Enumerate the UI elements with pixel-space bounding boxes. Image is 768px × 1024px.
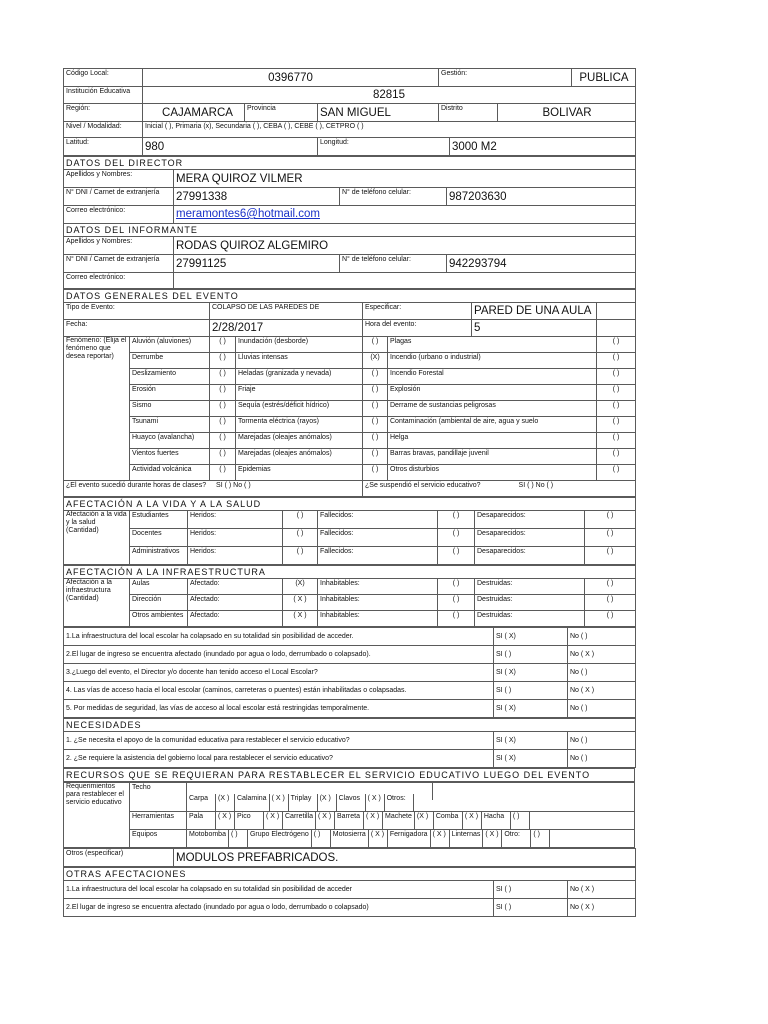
recursos-categoria: Herramientas [130, 812, 187, 830]
recurso-item-label: Hacha [482, 812, 511, 829]
fallecidos-label: Fallecidos: [318, 511, 438, 529]
recurso-item-checkbox[interactable]: ( X ) [270, 794, 289, 811]
vida-grupo: Docentes [130, 529, 188, 547]
destruidas-checkbox[interactable]: ( ) [585, 579, 636, 595]
question-text: 4. Las vías de acceso hacia el local escolar (caminos, carreteras o puentes) están inhabilitadas o colapsadas. [64, 682, 494, 700]
codigo-local-label: Código Local: [64, 69, 143, 87]
fallecidos-checkbox[interactable]: ( ) [438, 529, 475, 547]
recurso-item-label: Otros: [385, 794, 414, 811]
recurso-item-checkbox[interactable]: ( X ) [483, 830, 502, 847]
fenomeno-checkbox[interactable]: ( ) [210, 433, 236, 449]
section-necesidades: NECESIDADES [64, 719, 636, 732]
fenomeno-row [64, 465, 636, 481]
recursos-items [187, 830, 635, 848]
recurso-item-checkbox[interactable]: ( X ) [369, 830, 388, 847]
recurso-item-label: Pico [235, 812, 264, 829]
personas-table [63, 156, 636, 289]
fenomeno-option-label: Contaminación (ambiental de aire, agua y suelo [388, 417, 597, 433]
recurso-item-label: Calamina [235, 794, 270, 811]
inhabitables-checkbox[interactable]: ( ) [438, 611, 475, 627]
gestion-value: PUBLICA [579, 71, 629, 84]
vida-row [64, 529, 636, 547]
destruidas-label: Destruidas: [475, 595, 585, 611]
hora-value: 5 [474, 322, 481, 334]
vida-row [64, 511, 636, 529]
recurso-item-label: Comba [434, 812, 463, 829]
vida-grupo: Estudiantes [130, 511, 188, 529]
afectado-checkbox[interactable]: ( X ) [283, 595, 318, 611]
informante-tel: 942293794 [447, 255, 636, 273]
fenomeno-checkbox[interactable]: ( ) [210, 337, 236, 353]
region-label: Región: [64, 104, 143, 122]
fenomeno-option-label: Erosión [130, 385, 210, 401]
fallecidos-label: Fallecidos: [318, 547, 438, 565]
answer-si[interactable]: SI ( ) [494, 646, 568, 664]
fecha-label: Fecha: [64, 320, 210, 337]
answer-si[interactable]: SI ( ) [494, 682, 568, 700]
answer-si[interactable]: SI ( X) [494, 750, 568, 768]
infra-row [64, 595, 636, 611]
recursos-table [63, 768, 635, 782]
fenomeno-checkbox[interactable]: ( ) [363, 337, 388, 353]
provincia-label: Provincia [245, 104, 318, 122]
fenomeno-option-label: Friaje [236, 385, 363, 401]
recurso-item-label: Clavos [337, 794, 366, 811]
region-value: CAJAMARCA [143, 104, 245, 122]
fenomeno-checkbox[interactable]: ( ) [597, 449, 636, 465]
fenomeno-row [64, 433, 636, 449]
fenomeno-checkbox[interactable]: ( ) [210, 465, 236, 481]
recurso-item-label: Triplay [289, 794, 318, 811]
longitud-value: 3000 M2 [450, 138, 636, 156]
suspendio-question [363, 481, 636, 497]
fenomeno-option-label: Inundación (desborde) [236, 337, 363, 353]
director-nombres-label: Apellidos y Nombres: [64, 170, 174, 188]
desaparecidos-checkbox[interactable]: ( ) [585, 529, 636, 547]
fenomeno-option-label: Incendio (urbano o industrial) [388, 353, 597, 369]
fenomeno-option-label: Helga [388, 433, 597, 449]
answer-si[interactable]: SI ( X) [494, 732, 568, 750]
fallecidos-checkbox[interactable]: ( ) [438, 511, 475, 529]
answer-si[interactable]: SI ( X) [494, 628, 568, 646]
vida-label: Afectación a la vida y la salud (Cantidad) [64, 511, 130, 565]
especificar-value: PARED DE UNA AULA [474, 305, 592, 317]
director-email-link[interactable]: meramontes6@hotmail.com [176, 208, 320, 220]
recurso-item-checkbox[interactable]: ( X ) [316, 812, 335, 829]
inhabitables-checkbox[interactable]: ( ) [438, 595, 475, 611]
afectado-checkbox[interactable]: (X) [283, 579, 318, 595]
recursos-items [187, 783, 635, 812]
informante-nombres-label: Apellidos y Nombres: [64, 237, 174, 255]
fenomeno-row [64, 337, 636, 353]
recurso-item-checkbox[interactable]: ( ) [511, 812, 530, 829]
recursos-row [64, 812, 635, 830]
desaparecidos-label: Desaparecidos: [475, 511, 585, 529]
hora-label: Hora del evento: [363, 320, 472, 336]
afectado-label: Afectado: [188, 579, 283, 595]
section-recursos: RECURSOS QUE SE REQUIERAN PARA RESTABLECER EL SERVICIO EDUCATIVO LUEGO DEL EVENTO [64, 769, 635, 782]
recurso-item-label: Carretilla [283, 812, 316, 829]
report-form [63, 68, 635, 917]
fenomeno-checkbox[interactable]: ( ) [210, 417, 236, 433]
question-text: 2.El lugar de ingreso se encuentra afectado (inundado por agua o lodo, derrumbado o colapsado) [64, 899, 494, 917]
director-tel: 987203630 [447, 188, 636, 206]
vida-salud-table [63, 497, 636, 565]
afectado-label: Afectado: [188, 595, 283, 611]
question-row [64, 881, 636, 899]
otros-value: MODULOS PREFABRICADOS. [174, 849, 636, 867]
otros-label: Otros (especificar) [64, 849, 174, 867]
heridos-checkbox[interactable]: ( ) [283, 511, 318, 529]
vida-grupo: Administrativos [130, 547, 188, 565]
fenomeno-checkbox[interactable]: ( ) [210, 385, 236, 401]
question-text: 2. ¿Se requiere la asistencia del gobierno local para restablecer el servicio educativo? [64, 750, 494, 768]
recurso-item-label: Machete [383, 812, 415, 829]
question-row [64, 664, 636, 682]
fenomeno-checkbox[interactable]: ( ) [363, 433, 388, 449]
fenomeno-checkbox[interactable]: ( ) [363, 385, 388, 401]
answer-no[interactable]: No ( X ) [568, 646, 636, 664]
afectado-label: Afectado: [188, 611, 283, 627]
fenomeno-checkbox[interactable]: ( ) [363, 369, 388, 385]
fenomeno-checkbox[interactable]: ( ) [597, 337, 636, 353]
tipo-evento-label: Tipo de Evento: [64, 303, 210, 320]
fenomeno-option-label: Plagas [388, 337, 597, 353]
question-text: 1.La infraestructura del local escolar ha colapsado en su totalidad sin posibilidad de acceder. [64, 628, 494, 646]
fenomeno-option-label: Sismo [130, 401, 210, 417]
answer-no[interactable]: No ( ) [568, 732, 636, 750]
informante-nombres: RODAS QUIROZ ALGEMIRO [174, 237, 636, 255]
infra-table [63, 565, 636, 627]
fenomeno-option-label: Derrame de sustancias peligrosas [388, 401, 597, 417]
fenomeno-checkbox[interactable]: ( ) [597, 465, 636, 481]
inhabitables-label: Inhabitables: [318, 595, 438, 611]
necesidades-table [63, 718, 636, 768]
fenomeno-checkbox[interactable]: ( ) [363, 417, 388, 433]
answer-no[interactable]: No ( X ) [568, 899, 636, 917]
fallecidos-checkbox[interactable]: ( ) [438, 547, 475, 565]
fenomeno-row [64, 449, 636, 465]
infra-questions-table [63, 627, 636, 718]
horas-clases-question [64, 481, 363, 497]
fenomeno-checkbox[interactable]: ( ) [597, 385, 636, 401]
otras-table [63, 867, 636, 917]
recursos-categoria: Techo [130, 783, 187, 812]
recurso-item-checkbox[interactable]: (X ) [216, 794, 235, 811]
codigo-local-value: 0396770 [143, 69, 439, 87]
otros-table [63, 848, 636, 867]
question-row [64, 899, 636, 917]
fenomeno-option-label: Deslizamiento [130, 369, 210, 385]
fenomeno-option-label: Barras bravas, pandillaje juvenil [388, 449, 597, 465]
question-row [64, 700, 636, 718]
question-text: 5. Por medidas de seguridad, las vías de acceso al local escolar está restringidas temporalmente. [64, 700, 494, 718]
answer-no[interactable]: No ( ) [568, 750, 636, 768]
fenomeno-row [64, 385, 636, 401]
fenomeno-row [64, 369, 636, 385]
fenomeno-option-label: Actividad volcánica [130, 465, 210, 481]
recurso-item-checkbox[interactable]: (X ) [415, 812, 434, 829]
recurso-item-label: Otro: [502, 830, 531, 847]
question-row [64, 628, 636, 646]
recurso-item-checkbox[interactable]: ( X ) [463, 812, 482, 829]
infra-tipo: Dirección [130, 595, 188, 611]
infra-row [64, 611, 636, 627]
recurso-item-checkbox[interactable]: ( ) [229, 830, 248, 847]
fenomeno-checkbox[interactable]: ( ) [363, 449, 388, 465]
answer-no[interactable]: No ( X ) [568, 682, 636, 700]
question-row [64, 646, 636, 664]
heridos-label: Heridos: [188, 511, 283, 529]
provincia-value: SAN MIGUEL [318, 104, 439, 122]
fenomeno-checkbox[interactable]: ( ) [210, 401, 236, 417]
answer-si[interactable]: SI ( ) [494, 881, 568, 899]
recurso-item-label: Barreta [335, 812, 364, 829]
recurso-item-checkbox[interactable]: ( X ) [364, 812, 383, 829]
afectado-checkbox[interactable]: ( X ) [283, 611, 318, 627]
heridos-checkbox[interactable]: ( ) [283, 547, 318, 565]
director-tel-label: N° de teléfono celular: [340, 188, 447, 206]
question-row [64, 682, 636, 700]
recurso-item-label: Carpa [187, 794, 216, 811]
destruidas-label: Destruidas: [475, 579, 585, 595]
fenomeno-option-label: Marejadas (oleajes anómalos) [236, 449, 363, 465]
institucion-value: 82815 [143, 87, 636, 104]
section-evento: DATOS GENERALES DEL EVENTO [64, 290, 636, 303]
especificar-label: Especificar: [363, 303, 472, 319]
fenomeno-checkbox[interactable]: (X) [363, 353, 388, 369]
question-text: 2.El lugar de ingreso se encuentra afectado (inundado por agua o lodo, derrumbado o colapsado). [64, 646, 494, 664]
desaparecidos-label: Desaparecidos: [475, 547, 585, 565]
fenomeno-checkbox[interactable]: ( ) [210, 353, 236, 369]
infra-row [64, 579, 636, 595]
horas-clases-text: ¿El evento sucedió durante horas de clases? [66, 482, 207, 489]
fenomeno-checkbox[interactable]: ( ) [597, 353, 636, 369]
section-informante: DATOS DEL INFORMANTE [64, 224, 636, 237]
fenomeno-option-label: Marejadas (oleajes anómalos) [236, 433, 363, 449]
vida-row [64, 547, 636, 565]
fenomeno-option-label: Aluvión (aluviones) [130, 337, 210, 353]
destruidas-label: Destruidas: [475, 611, 585, 627]
fenomeno-checkbox[interactable]: ( ) [363, 401, 388, 417]
fenomeno-option-label: Epidemias [236, 465, 363, 481]
heridos-label: Heridos: [188, 547, 283, 565]
fenomeno-checkbox[interactable]: ( ) [597, 401, 636, 417]
fenomeno-row [64, 353, 636, 369]
recurso-item-checkbox[interactable]: (X ) [318, 794, 337, 811]
question-row [64, 750, 636, 768]
latitud-label: Latitud: [64, 138, 143, 156]
recurso-item-label: Motosierra [331, 830, 369, 847]
header-table [63, 68, 636, 156]
director-dni-label: N° DNI / Carnet de extranjería [64, 188, 174, 206]
fecha-value: 2/28/2017 [210, 320, 363, 337]
fenomeno-option-label: Vientos fuertes [130, 449, 210, 465]
horas-clases-answer[interactable]: SI ( ) No ( ) [216, 482, 251, 489]
longitud-label: Longitud: [318, 138, 450, 156]
fenomeno-option-label: Huayco (avalancha) [130, 433, 210, 449]
evento-table [63, 289, 636, 497]
fenomeno-option-label: Heladas (granizada y nevada) [236, 369, 363, 385]
recurso-item-checkbox[interactable]: ( ) [312, 830, 331, 847]
recurso-item-checkbox[interactable]: ( ) [531, 830, 550, 847]
desaparecidos-checkbox[interactable]: ( ) [585, 511, 636, 529]
recurso-item-checkbox[interactable]: ( X ) [216, 812, 235, 829]
institucion-label: Institución Educativa [64, 87, 143, 104]
fenomeno-checkbox[interactable]: ( ) [597, 369, 636, 385]
section-director: DATOS DEL DIRECTOR [64, 157, 636, 170]
nivel-label: Nivel / Modalidad: [64, 122, 143, 138]
inhabitables-checkbox[interactable]: ( ) [438, 579, 475, 595]
fenomenos-grid [64, 337, 636, 481]
informante-email [174, 273, 636, 289]
answer-no[interactable]: No ( ) [568, 700, 636, 718]
director-email-label: Correo electrónico: [64, 206, 174, 224]
question-row [64, 732, 636, 750]
fallecidos-label: Fallecidos: [318, 529, 438, 547]
informante-dni: 27991125 [174, 255, 340, 273]
recurso-item-checkbox[interactable]: ( X ) [366, 794, 385, 811]
recursos-items [187, 812, 635, 830]
recurso-item-label: Motobomba [187, 830, 229, 847]
fenomeno-checkbox[interactable]: ( ) [597, 417, 636, 433]
question-text: 1. ¿Se necesita el apoyo de la comunidad educativa para restablecer el servicio educativo? [64, 732, 494, 750]
recurso-item-label: Linternas [450, 830, 484, 847]
director-nombres: MERA QUIROZ VILMER [174, 170, 636, 188]
fenomeno-option-label: Tsunami [130, 417, 210, 433]
gestion-label: Gestión: [439, 69, 572, 86]
answer-no[interactable]: No ( ) [568, 664, 636, 682]
recursos-row [64, 830, 635, 848]
fenomeno-checkbox[interactable]: ( ) [597, 433, 636, 449]
recursos-label: Requerimientos para restablecer el servicio educativo [64, 783, 130, 848]
informante-tel-label: N° de teléfono celular: [340, 255, 447, 273]
fenomeno-row [64, 417, 636, 433]
infra-label: Afectación a la infraestructura (Cantidad) [64, 579, 130, 627]
fenomeno-row [64, 401, 636, 417]
nivel-value: Inicial ( ), Primaria (x), Secundaria ( ), CEBA ( ), CEBE ( ), CETPRO ( ) [143, 122, 636, 138]
suspendio-answer[interactable]: SI ( ) No ( ) [518, 482, 554, 489]
answer-si[interactable]: SI ( X) [494, 664, 568, 682]
informante-email-label: Correo electrónico: [64, 273, 174, 289]
desaparecidos-label: Desaparecidos: [475, 529, 585, 547]
section-infraestructura: AFECTACIÓN A LA INFRAESTRUCTURA [64, 566, 636, 579]
recurso-item-label: Pala [187, 812, 216, 829]
recurso-item-label: Fernigadora [388, 830, 431, 847]
fenomeno-option-label: Derrumbe [130, 353, 210, 369]
distrito-label: Distrito [439, 104, 498, 121]
infra-tipo: Otros ambientes [130, 611, 188, 627]
destruidas-checkbox[interactable]: ( ) [585, 611, 636, 627]
section-otras: OTRAS AFECTACIONES [64, 868, 636, 881]
fenomeno-option-label: Incendio Forestal [388, 369, 597, 385]
recurso-item-label: Grupo Electrógeno [248, 830, 312, 847]
fenomeno-option-label: Otros disturbios [388, 465, 597, 481]
question-text: 3.¿Luego del evento, el Director y/o docente han tenido acceso el Local Escolar? [64, 664, 494, 682]
recursos-grid [63, 782, 635, 848]
heridos-label: Heridos: [188, 529, 283, 547]
director-dni: 27991338 [174, 188, 340, 206]
inhabitables-label: Inhabitables: [318, 611, 438, 627]
fenomeno-option-label: Sequía (estrés/déficit hídrico) [236, 401, 363, 417]
fenomeno-checkbox[interactable]: ( ) [210, 449, 236, 465]
desaparecidos-checkbox[interactable]: ( ) [585, 547, 636, 565]
informante-dni-label: N° DNI / Carnet de extranjería [64, 255, 174, 273]
infra-tipo: Aulas [130, 579, 188, 595]
destruidas-checkbox[interactable]: ( ) [585, 595, 636, 611]
section-vida-salud: AFECTACIÓN A LA VIDA Y A LA SALUD [64, 498, 636, 511]
answer-si[interactable]: SI ( ) [494, 899, 568, 917]
recurso-item-checkbox[interactable]: ( X ) [264, 812, 283, 829]
tipo-evento-value: COLAPSO DE LAS PAREDES DE [210, 303, 363, 320]
fenomeno-option-label: Tormenta eléctrica (rayos) [236, 417, 363, 433]
answer-no[interactable]: No ( ) [568, 628, 636, 646]
fenomeno-option-label: Lluvias intensas [236, 353, 363, 369]
distrito-value: BOLIVAR [542, 106, 592, 119]
recurso-item-checkbox[interactable] [414, 783, 433, 800]
answer-no[interactable]: No ( X ) [568, 881, 636, 899]
fenomeno-label: Fenómeno: (Elija el fenómeno que desea reportar) [64, 337, 130, 481]
inhabitables-label: Inhabitables: [318, 579, 438, 595]
answer-si[interactable]: SI ( X) [494, 700, 568, 718]
fenomeno-option-label: Explosión [388, 385, 597, 401]
fenomeno-checkbox[interactable]: ( ) [363, 465, 388, 481]
recurso-item-checkbox[interactable]: ( X ) [431, 830, 450, 847]
suspendio-text: ¿Se suspendió el servicio educativo? [365, 482, 481, 489]
heridos-checkbox[interactable]: ( ) [283, 529, 318, 547]
latitud-value: 980 [143, 138, 318, 156]
recursos-categoria: Equipos [130, 830, 187, 848]
recursos-row [64, 783, 635, 812]
fenomeno-checkbox[interactable]: ( ) [210, 369, 236, 385]
question-text: 1.La infraestructura del local escolar ha colapsado en su totalidad sin posibilidad de acceder [64, 881, 494, 899]
